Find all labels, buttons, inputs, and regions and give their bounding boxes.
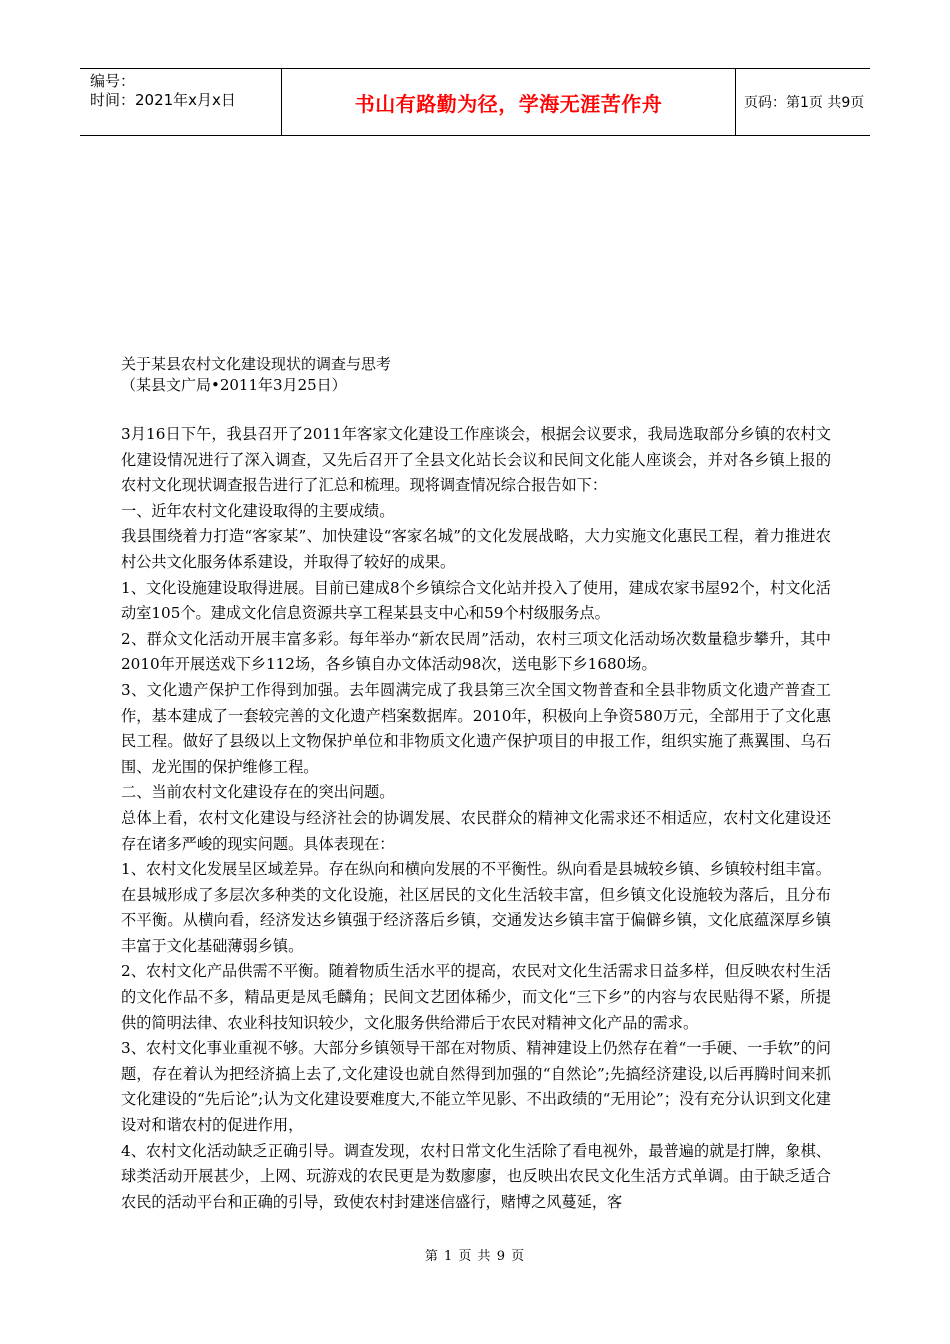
paragraph: 我县围绕着力打造“客家某”、加快建设“客家名城”的文化发展战略，大力实施文化惠民工程，着力推进农村公共文化服务体系建设，并取得了较好的成果。 (121, 527, 831, 571)
paragraph: 3、文化遗产保护工作得到加强。去年圆满完成了我县第三次全国文物普查和全县非物质文化遗产普查工作，基本建成了一套较完善的文化遗产档案数据库。2010年，积极向上争资580万元，全部用于了文化惠民工程。做好了县级以上文物保护单位和非物质文化遗产保护项目的申报工作，组织实施了燕翼围、乌石围、龙光围的保护维修工程。 (121, 680, 831, 776)
paragraph: 2、群众文化活动开展丰富多彩。每年举办“新农民周”活动，农村三项文化活动场次数量稳步攀升，其中2010年开展送戏下乡112场，各乡镇自办文体活动98次，送电影下乡1680场。 (121, 629, 831, 674)
paragraph: 总体上看，农村文化建设与经济社会的协调发展、农民群众的精神文化需求还不相适应，农村文化建设还存在诸多严峻的现实问题。具体表现在： (121, 808, 831, 853)
header-page-info: 页码：第1页 共9页 (744, 95, 865, 111)
section-heading-2: 二、当前农村文化建设存在的突出问题。 (121, 783, 395, 802)
paragraph: 1、农村文化发展呈区域差异。存在纵向和横向发展的不平衡性。纵向看是县城较乡镇、乡镇较村组丰富。在县城形成了多层次多种类的文化设施，社区居民的文化生活较丰富，但乡镇文化设施较为落后，且分布不平衡。从横向看，经济发达乡镇强于经济落后乡镇，交通发达乡镇丰富于偏僻乡镇，文化底蕴深厚乡镇丰富于文化基础薄弱乡镇。 (121, 860, 831, 955)
section-heading-1: 一、近年农村文化建设取得的主要成绩。 (121, 501, 395, 520)
page-footer: 第 1 页 共 9 页 (424, 1249, 526, 1264)
paragraph: 2、农村文化产品供需不平衡。随着物质生活水平的提高，农民对文化生活需求日益多样，但反映农村生活的文化作品不多，精品更是凤毛麟角；民间文艺团体稀少，而文化“三下乡”的内容与农民贴得不紧，所提供的简明法律、农业科技知识较少，文化服务供给滞后于农民对精神文化产品的需求。 (121, 962, 831, 1032)
page-header (80, 68, 870, 136)
number-label: 编号： (90, 72, 136, 90)
date-line: 时间：2021年x月x日 (90, 91, 236, 109)
paragraph-intro: 3月16日下午，我县召开了2011年客家文化建设工作座谈会，根据会议要求，我局选取部分乡镇的农村文化建设情况进行了深入调查，又先后召开了全县文化站长会议和民间文化能人座谈会，并对各乡镇上报的农村文化现状调查报告进行了汇总和梳理。现将调查情况综合报告如下： (121, 425, 831, 495)
document-subtitle: （某县文广局•2011年3月25日） (121, 376, 347, 394)
paragraph: 4、农村文化活动缺乏正确引导。调查发现，农村日常文化生活除了看电视外，最普遍的就是打牌，象棋、球类活动开展甚少，上网、玩游戏的农民更是为数廖廖，也反映出农民文化生活方式单调。由于缺乏适合农民的活动平台和正确的引导，致使农村封建迷信盛行，赌博之风蔓延，客 (121, 1141, 831, 1211)
paragraph: 1、文化设施建设取得进展。目前已建成8个乡镇综合文化站并投入了使用，建成农家书屋92个，村文化活动室105个。建成文化信息资源共享工程某县支中心和59个村级服务点。 (121, 578, 831, 623)
document-body (121, 422, 831, 1215)
header-motto: 书山有路勤为径，学海无涯苦作舟 (282, 69, 736, 135)
document-title: 关于某县农村文化建设现状的调查与思考 (121, 355, 392, 373)
header-meta-cell (80, 69, 282, 135)
paragraph: 3、农村文化事业重视不够。大部分乡镇领导干部在对物质、精神建设上仍然存在着“一手硬、一手软”的问题，存在着认为把经济搞上去了,文化建设也就自然得到加强的“自然论”;先搞经济建设,以后再腾时间来抓文化建设的“先后论”;认为文化建设要难度大,不能立竿见影、不出政绩的“无用论”；没有充分认识到文化建设对和谐农村的促进作用， (121, 1039, 831, 1135)
